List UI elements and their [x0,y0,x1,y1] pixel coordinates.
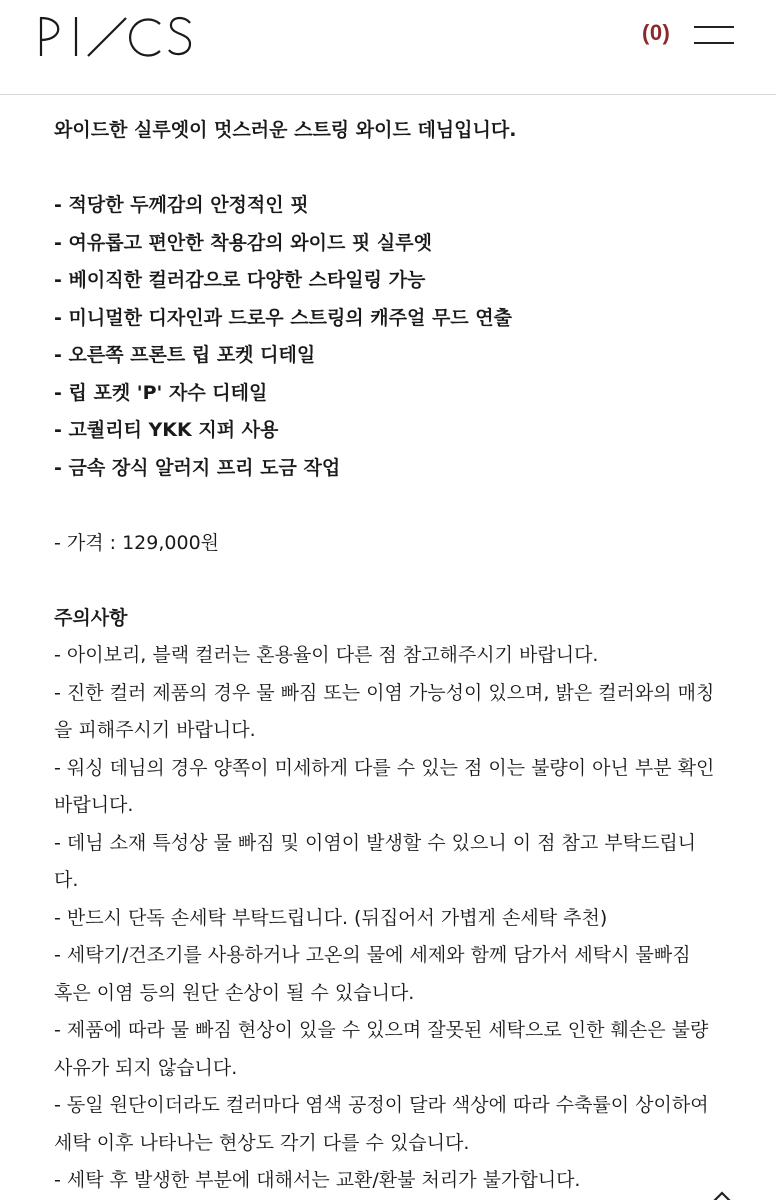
notice-line: 다. [54,869,79,891]
feature-item: - 미니멀한 디자인과 드로우 스트링의 캐주얼 무드 연출 [54,306,512,329]
brand-logo[interactable] [38,14,194,58]
notice-line: 을 피해주시기 바랍니다. [54,719,256,741]
feature-item: - 금속 장식 알러지 프리 도금 작업 [54,456,341,479]
notice-line: - 세탁 후 발생한 부분에 대해서는 교환/환불 처리가 불가합니다. [54,1169,581,1191]
notice-line: - 동일 원단이더라도 컬러마다 염색 공정이 달라 색상에 따라 수축률이 상이하여 [54,1094,709,1116]
notice-line: - 세탁기/건조기를 사용하거나 고온의 물에 세제와 함께 담가서 세탁시 물빠짐 [54,944,691,966]
notice-line: - 제품에 따라 물 빠짐 현상이 있을 수 있으며 잘못된 세탁으로 인한 훼손은 불량 [54,1019,709,1041]
cart-count[interactable]: (0) [642,20,671,45]
price-text: - 가격 : 129,000원 [54,531,220,554]
feature-item: - 립 포켓 'P' 자수 디테일 [54,381,268,404]
feature-item: - 베이직한 컬러감으로 다양한 스타일링 가능 [54,269,426,291]
notice-line: - 진한 컬러 제품의 경우 물 빠짐 또는 이염 가능성이 있으며, 밝은 컬러와의 매칭 [54,681,715,704]
product-description [54,112,744,1200]
notice-line: 바랍니다. [54,794,134,816]
notice-title: 주의사항 [54,606,128,629]
notice-line: - 데님 소재 특성상 물 빠짐 및 이염이 발생할 수 있으니 이 점 참고 부탁드립니 [54,831,697,854]
notice-line: 사유가 되지 않습니다. [54,1056,238,1079]
notice-line: 세탁 이후 나타나는 현상도 각기 다를 수 있습니다. [54,1131,470,1154]
chevron-up-icon[interactable] [711,1190,733,1200]
notice-line: 혹은 이염 등의 원단 손상이 될 수 있습니다. [54,981,415,1004]
site-header [0,0,776,95]
feature-item: - 적당한 두께감의 안정적인 핏 [54,194,309,216]
product-intro: 와이드한 실루엣이 멋스러운 스트링 와이드 데님입니다. [54,119,517,141]
hamburger-menu-icon[interactable] [694,24,734,48]
notice-line: - 워싱 데님의 경우 양쪽이 미세하게 다를 수 있는 점 이는 불량이 아닌 부분 확인 [54,756,715,779]
feature-item: - 오른쪽 프론트 립 포켓 디테일 [54,344,316,366]
notice-line: - 반드시 단독 손세탁 부탁드립니다. (뒤집어서 가볍게 손세탁 추천) [54,906,608,929]
feature-item: - 고퀄리티 YKK 지퍼 사용 [54,419,279,441]
feature-item: - 여유롭고 편안한 착용감의 와이드 핏 실루엣 [54,231,432,254]
notice-line: - 아이보리, 블랙 컬러는 혼용율이 다른 점 참고해주시기 바랍니다. [54,644,599,666]
